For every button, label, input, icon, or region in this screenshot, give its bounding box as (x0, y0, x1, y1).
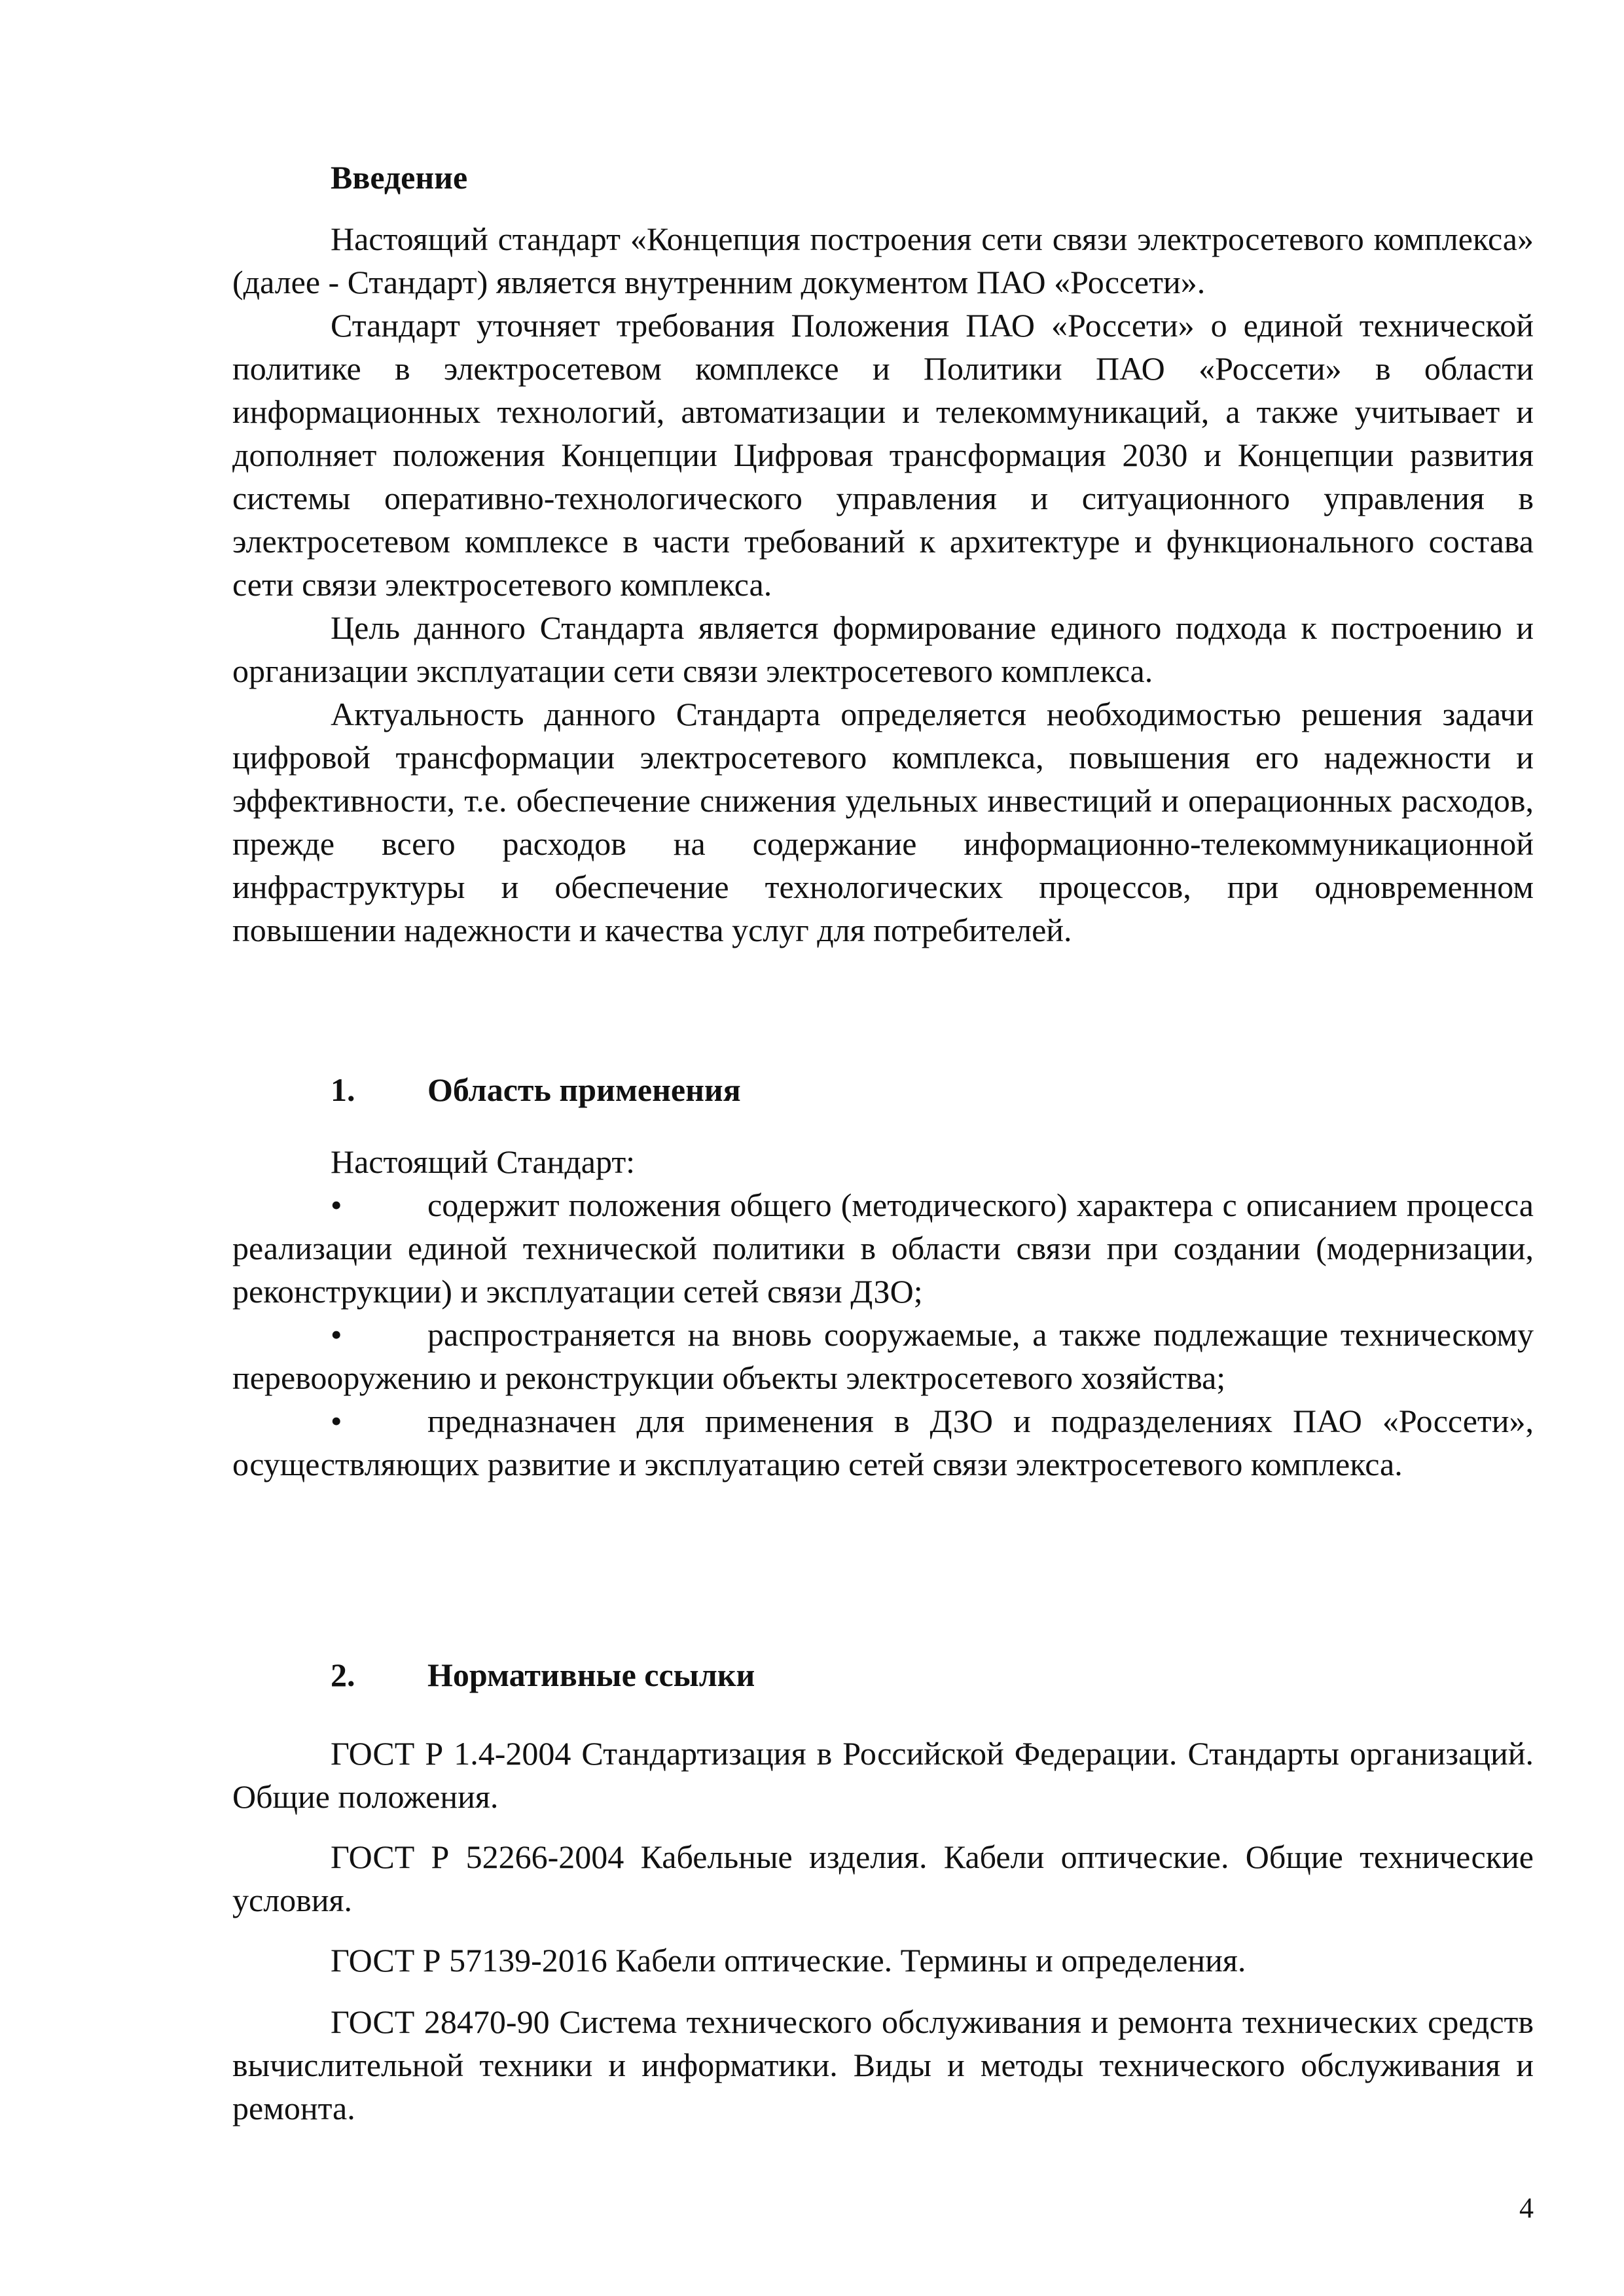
section-2-heading (232, 1653, 1534, 1696)
intro-heading: Введение (331, 159, 468, 196)
reference-item: ГОСТ Р 52266-2004 Кабельные изделия. Кабели оптические. Общие технические условия. (232, 1839, 1534, 1918)
references-block-4 (232, 2000, 1534, 2130)
bullet-item (232, 1399, 1534, 1486)
bullet-icon: • (331, 1403, 342, 1439)
document-page (232, 0, 1534, 2296)
bullet-text: распространяется на вновь сооружаемые, а также подлежащие техническому перевооружению и реконструкции объекты электросетевого хозяйства; (232, 1316, 1534, 1396)
reference-item: ГОСТ 28470-90 Система технического обслуживания и ремонта технических средств вычислительной техники и информатики. Виды и методы технического обслуживания и ремонта. (232, 2003, 1534, 2126)
section-1-lead: Настоящий Стандарт: (331, 1143, 636, 1180)
reference-item: ГОСТ Р 57139-2016 Кабели оптические. Термины и определения. (331, 1942, 1246, 1979)
section-2-number: 2. (331, 1657, 355, 1693)
reference-item: ГОСТ Р 1.4-2004 Стандартизация в Российской Федерации. Стандарты организаций. Общие положения. (232, 1735, 1534, 1815)
bullet-text: содержит положения общего (методического) характера с описанием процесса реализации единой технической политики в области связи при создании (модернизации, реконструкции) и эксплуатации сетей связи ДЗО; (232, 1187, 1534, 1310)
references-block-2 (232, 1835, 1534, 1922)
references-block-3 (232, 1939, 1534, 1982)
intro-heading-block (232, 156, 1534, 199)
section-2-title: Нормативные ссылки (427, 1657, 755, 1693)
bullet-item (232, 1183, 1534, 1313)
intro-paragraph-1: Настоящий стандарт «Концепция построения сети связи электросетевого комплекса» (далее - Стандарт) является внутренним документом ПАО «Россети». (232, 221, 1534, 300)
bullet-icon: • (331, 1316, 342, 1353)
section-1-title: Область применения (427, 1071, 741, 1108)
intro-paragraph-2: Стандарт уточняет требования Положения ПАО «Россети» о единой технической политике в электросетевом комплексе и Политики ПАО «Россети» в области информационных технологий, автоматизации и телекоммуникаций, а также учитывает и дополняет положения Концепции Цифровая трансформация 2030 и Концепции развития системы оперативно-технологического управления и ситуационного управления в электросетевом комплексе в части требований к архитектуре и функционального состава сети связи электросетевого комплекса. (232, 307, 1534, 603)
intro-body (232, 217, 1534, 952)
bullet-text: предназначен для применения в ДЗО и подразделениях ПАО «Россети», осуществляющих развитие и эксплуатацию сетей связи электросетевого комплекса. (232, 1403, 1534, 1482)
page-number: 4 (1519, 2192, 1534, 2224)
intro-paragraph-3: Цель данного Стандарта является формирование единого подхода к построению и организации эксплуатации сети связи электросетевого комплекса. (232, 609, 1534, 689)
bullet-icon: • (331, 1187, 342, 1223)
section-1-number: 1. (331, 1071, 355, 1108)
section-1-heading (232, 1068, 1534, 1111)
bullet-item (232, 1313, 1534, 1399)
references-block-1 (232, 1732, 1534, 1818)
intro-paragraph-4: Актуальность данного Стандарта определяется необходимостью решения задачи цифровой трансформации электросетевого комплекса, повышения его надежности и эффективности, т.е. обеспечение снижения удельных инвестиций и операционных расходов, прежде всего расходов на содержание информационно-телекоммуникационной инфраструктуры и обеспечение технологических процессов, при одновременном повышении надежности и качества услуг для потребителей. (232, 696, 1534, 948)
section-1-body (232, 1140, 1534, 1486)
